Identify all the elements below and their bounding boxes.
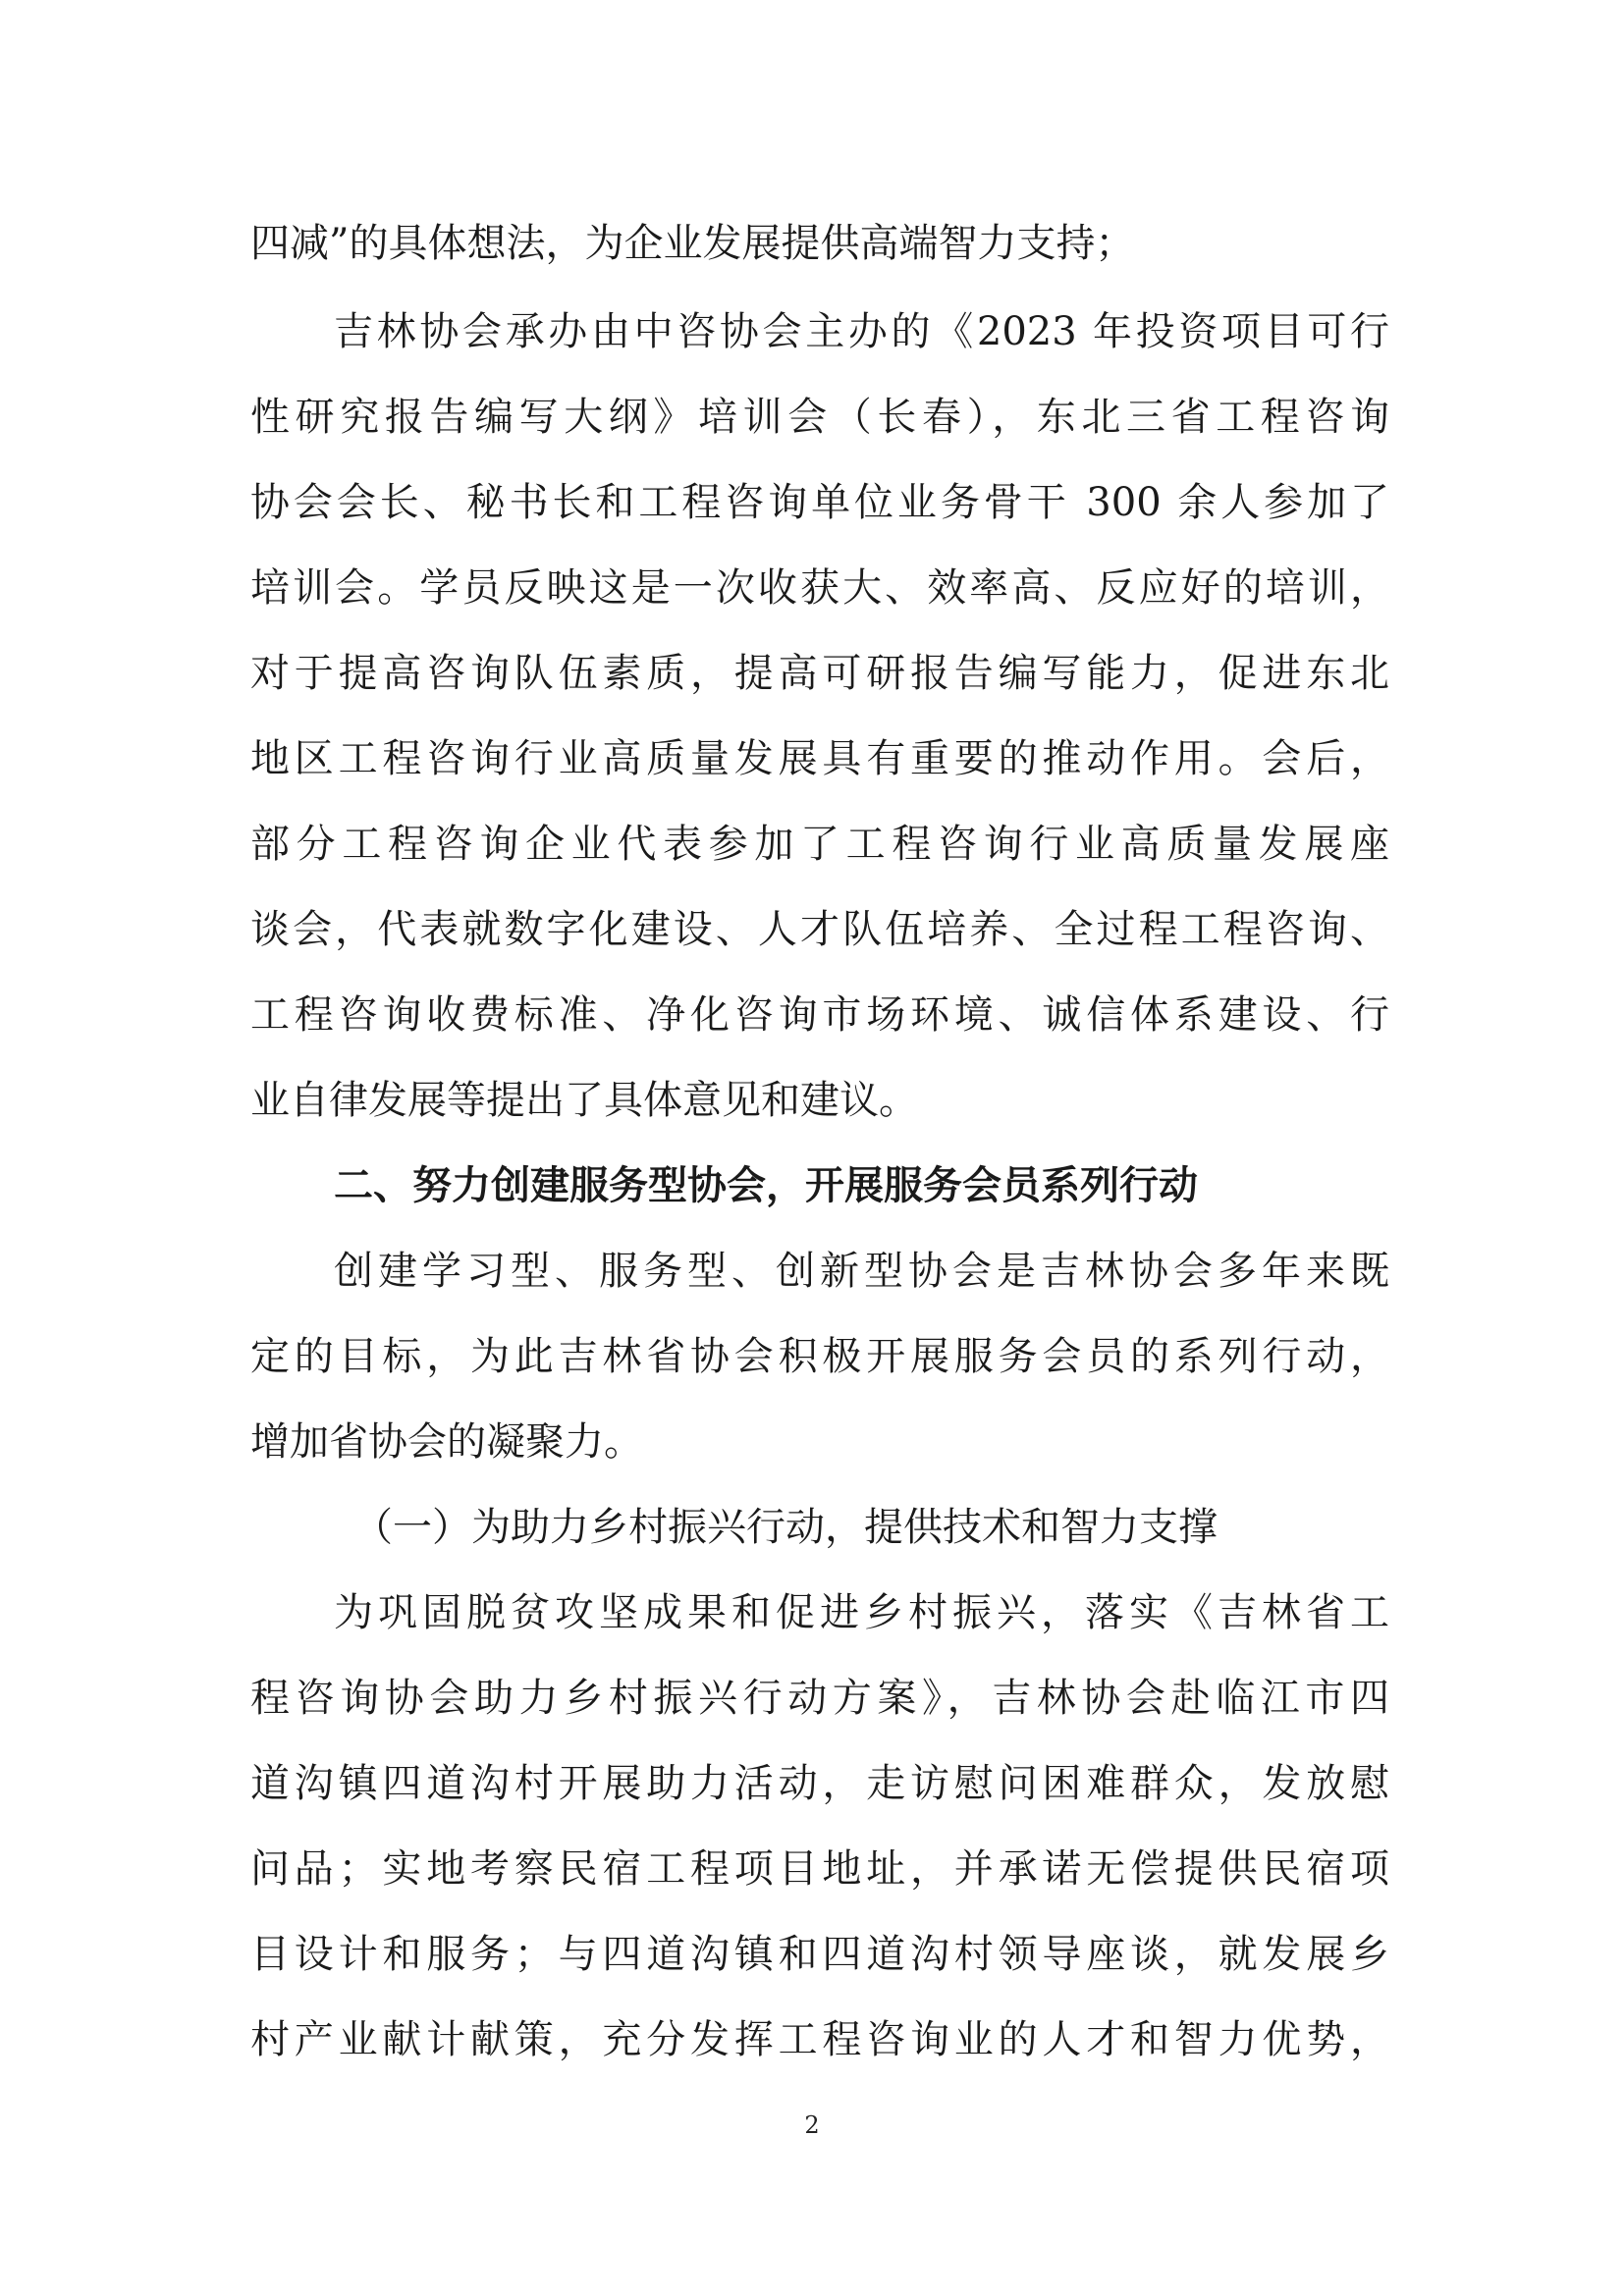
text-line: 地区工程咨询行业高质量发展具有重要的推动作用。会后， <box>250 736 1389 781</box>
text-line: 道沟镇四道沟村开展助力活动，走访慰问困难群众，发放慰 <box>250 1761 1389 1806</box>
text-line: 程咨询协会助力乡村振兴行动方案》，吉林协会赴临江市四 <box>250 1676 1389 1721</box>
section-heading: 二、努力创建服务型协会，开展服务会员系列行动 <box>334 1163 1198 1208</box>
text-line: 村产业献计献策，充分发挥工程咨询业的人才和智力优势， <box>250 2017 1389 2062</box>
text-line: 对于提高咨询队伍素质，提高可研报告编写能力，促进东北 <box>250 651 1389 696</box>
text-line: 培训会。学员反映这是一次收获大、效率高、反应好的培训， <box>250 565 1389 611</box>
text-line: 工程咨询收费标准、净化咨询市场环境、诚信体系建设、行 <box>250 992 1389 1038</box>
text-line: 定的目标，为此吉林省协会积极开展服务会员的系列行动， <box>250 1334 1389 1379</box>
page-number: 2 <box>804 2111 820 2139</box>
text-line: 为巩固脱贫攻坚成果和促进乡村振兴，落实《吉林省工 <box>334 1590 1389 1635</box>
text-line: 创建学习型、服务型、创新型协会是吉林协会多年来既 <box>334 1249 1389 1294</box>
text-line: 四减”的具体想法，为企业发展提供高端智力支持； <box>250 221 1135 266</box>
text-line: 协会会长、秘书长和工程咨询单位业务骨干 300 余人参加了 <box>250 480 1389 525</box>
text-line: 问品；实地考察民宿工程项目地址，并承诺无偿提供民宿项 <box>250 1846 1389 1892</box>
text-line: 部分工程咨询企业代表参加了工程咨询行业高质量发展座 <box>250 822 1389 867</box>
text-line: 性研究报告编写大纲》培训会（长春），东北三省工程咨询 <box>250 395 1389 440</box>
text-line: 业自律发展等提出了具体意见和建议。 <box>250 1078 918 1123</box>
text-line: 增加省协会的凝聚力。 <box>250 1419 643 1465</box>
text-line: 目设计和服务；与四道沟镇和四道沟村领导座谈，就发展乡 <box>250 1932 1389 1977</box>
text-line: 吉林协会承办由中咨协会主办的《2023 年投资项目可行 <box>334 309 1389 354</box>
subsection-heading: （一）为助力乡村振兴行动，提供技术和智力支撑 <box>353 1505 1218 1550</box>
text-line: 谈会，代表就数字化建设、人才队伍培养、全过程工程咨询、 <box>250 907 1389 952</box>
